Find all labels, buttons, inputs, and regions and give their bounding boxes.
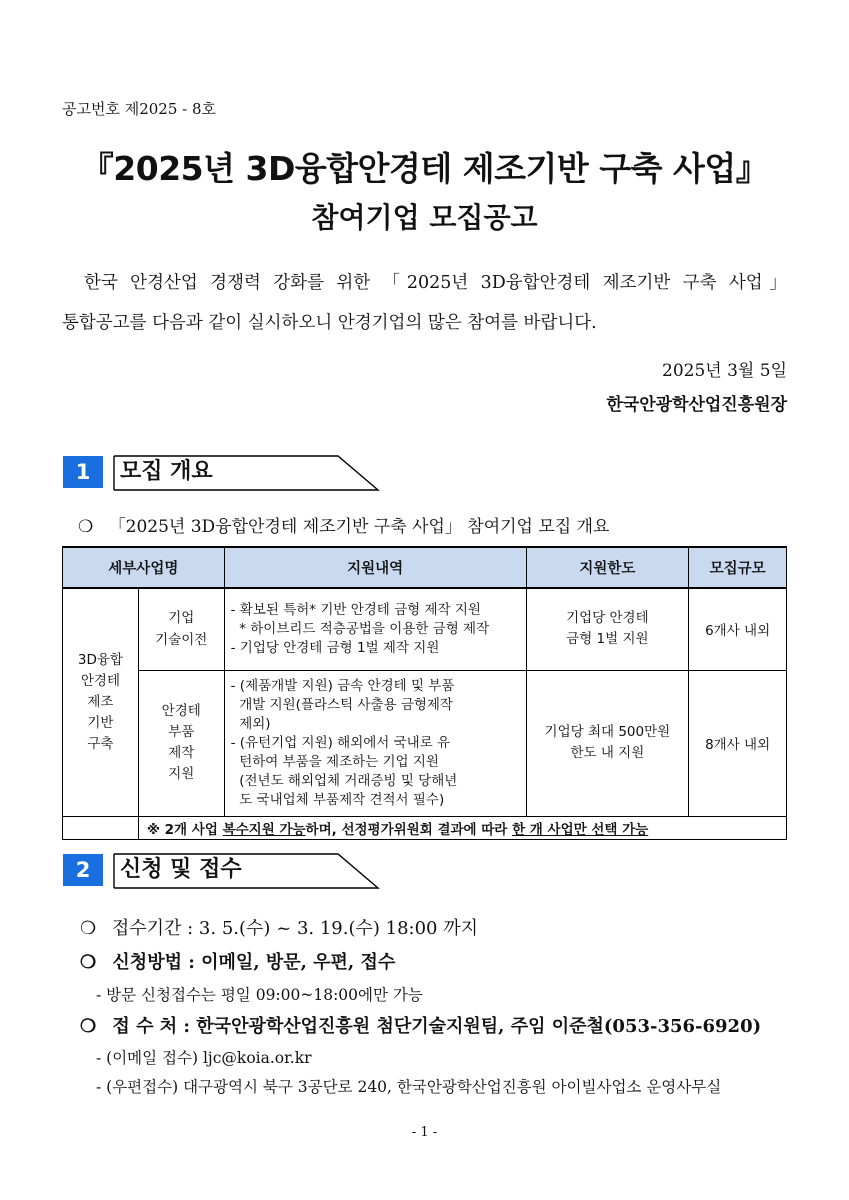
program-group-label: 3D융합 안경테 제조 기반 구축 bbox=[63, 588, 139, 816]
intro-text-line1: 한국 안경산업 경쟁력 강화를 위한 「2025년 3D융합안경테 제조기반 구축 사업」 bbox=[84, 273, 787, 293]
support-details: - 확보된 특허* 기반 안경테 금형 제작 지원 * 하이브리드 적층공법을 이용한 금형 제작 - 기업당 안경테 금형 1벌 제작 지원 bbox=[224, 588, 526, 670]
issuing-organization: 한국안광학산업진흥원장 bbox=[606, 395, 787, 415]
sub-program-name: 기업 기술이전 bbox=[138, 588, 224, 670]
application-method: ❍ 신청방법 : 이메일, 방문, 우편, 접수 bbox=[80, 952, 396, 973]
visit-hours-note: - 방문 신청접수는 평일 09:00~18:00에만 가능 bbox=[96, 986, 423, 1004]
table-row bbox=[63, 670, 787, 816]
section-title: 모집 개요 bbox=[120, 459, 213, 484]
recruit-scale: 6개사 내외 bbox=[689, 588, 787, 670]
application-period: ❍ 접수기간 : 3. 5.(수) ~ 3. 19.(수) 18:00 까지 bbox=[80, 918, 479, 939]
document-subtitle: 참여기업 모집공고 bbox=[311, 201, 538, 234]
bullet-icon: ❍ bbox=[78, 517, 94, 537]
email-submission-note: - (이메일 접수) ljc@koia.or.kr bbox=[96, 1049, 312, 1067]
section-title: 신청 및 접수 bbox=[120, 857, 242, 882]
header-support-details: 지원내역 bbox=[224, 547, 526, 588]
support-details: - (제품개발 지원) 금속 안경테 및 부품 개발 지원(플라스틱 사출용 금형제작 제외) - (유턴기업 지원) 해외에서 국내로 유 턴하여 부품을 제조하는 기업 지원 (전년도 해외업체 거래증빙 및 당해년 도 국내업체 부품제작 견적서 필수) bbox=[224, 670, 526, 816]
table-row bbox=[63, 588, 787, 670]
header-program: 세부사업명 bbox=[63, 547, 225, 588]
section1-subheading bbox=[78, 512, 609, 537]
recruit-scale: 8개사 내외 bbox=[689, 670, 787, 816]
support-limit: 기업당 최대 500만원 한도 내 지원 bbox=[526, 670, 689, 816]
subheading-text: 「2025년 3D융합안경테 제조기반 구축 사업」 참여기업 모집 개요 bbox=[108, 517, 610, 537]
header-recruit-scale: 모집규모 bbox=[689, 547, 787, 588]
page-number: - 1 - bbox=[411, 1125, 438, 1140]
notice-number: 공고번호 제2025 - 8호 bbox=[62, 100, 217, 118]
document-title: 『2025년 3D융합안경테 제조기반 구축 사업』 bbox=[80, 149, 769, 188]
bullet-icon: ❍ bbox=[80, 1016, 97, 1037]
table-header-row bbox=[63, 547, 787, 588]
header-support-limit: 지원한도 bbox=[526, 547, 689, 588]
announcement-date: 2025년 3월 5일 bbox=[662, 361, 787, 381]
table-note-row bbox=[63, 816, 787, 839]
recruitment-overview-table bbox=[62, 546, 787, 840]
sub-program-name: 안경테 부품 제작 지원 bbox=[138, 670, 224, 816]
postal-submission-note: - (우편접수) 대구광역시 북구 3공단로 240, 한국안광학산업진흥원 아이빌사업소 운영사무실 bbox=[96, 1078, 722, 1096]
section-number-badge: 1 bbox=[63, 456, 103, 488]
intro-text-line2: 통합공고를 다음과 같이 실시하오니 안경기업의 많은 참여를 바랍니다. bbox=[62, 313, 597, 333]
bullet-icon: ❍ bbox=[80, 918, 97, 939]
support-limit: 기업당 안경테 금형 1벌 지원 bbox=[526, 588, 689, 670]
bullet-icon: ❍ bbox=[80, 952, 97, 973]
table-note: ※ 2개 사업 복수지원 가능하며, 선정평가위원회 결과에 따라 한 개 사업만 선택 가능 bbox=[138, 816, 786, 839]
application-office: ❍ 접 수 처 : 한국안광학산업진흥원 첨단기술지원팀, 주임 이준철(053-356-6920) bbox=[80, 1016, 762, 1037]
section-number-badge: 2 bbox=[63, 854, 103, 886]
